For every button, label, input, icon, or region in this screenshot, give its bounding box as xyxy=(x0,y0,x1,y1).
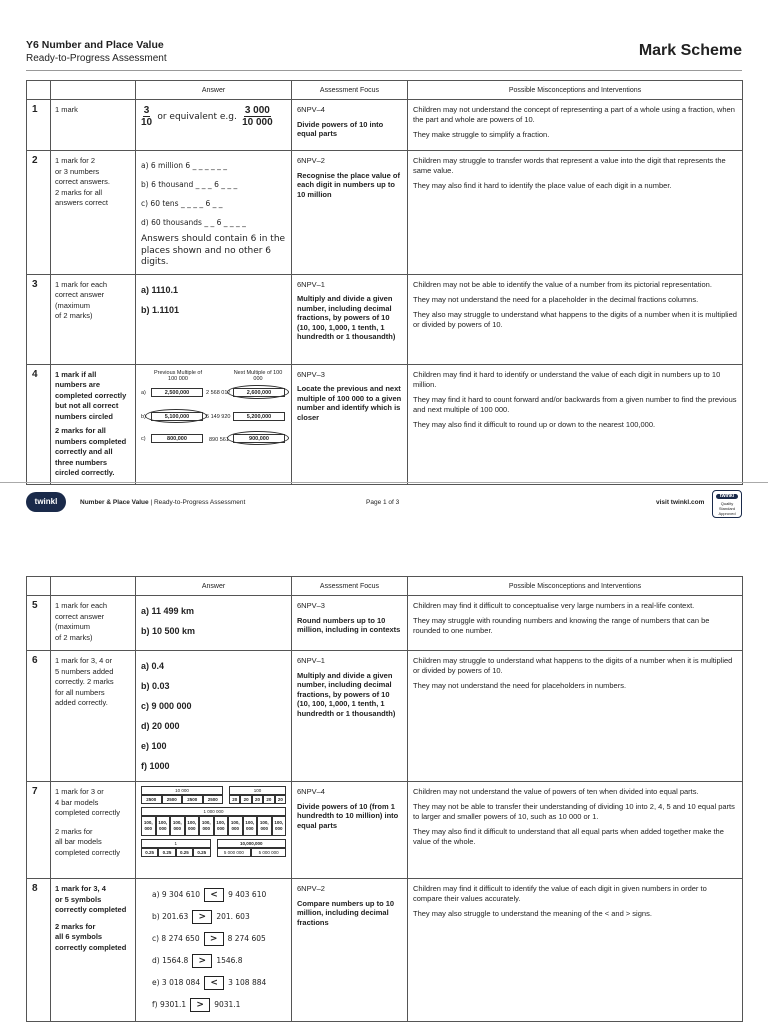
table-row xyxy=(27,364,743,484)
bar-model: 1 0.25 0.25 0.25 0.25 xyxy=(141,839,211,857)
table-row xyxy=(27,651,743,782)
fraction: $\frac{3}{10}$ xyxy=(141,105,153,128)
marks-cell: 1 mark for each correct answer (maximum of 2 marks) xyxy=(51,596,136,651)
col-answer: Answer xyxy=(136,81,292,100)
answer-cell: a) 6 million 6 _ _ _ _ _ _ b) 6 thousand _ _ _ 6 _ _ _ c) 60 tens _ _ _ _ 6 _ _ d) 60 thousands _ _ 6 _ _ _ _ Answers should contain 6 in the places shown and no other 6 digits. xyxy=(136,151,292,275)
table-row xyxy=(27,782,743,879)
focus-cell: 6NPV–2 Compare numbers up to 10 million, including decimal fractions xyxy=(292,879,408,1022)
misc-cell: Children may find it difficult to conceptualise very large numbers in a real-life context. They may struggle with rounding numbers and knowing the range of numbers that can be rounded to one number. xyxy=(408,596,743,651)
marks-cell: 1 mark for 3, 4 or 5 symbols correctly completed 2 marks for all 6 symbols correctly completed xyxy=(51,879,136,1022)
rounding-diagram: Previous Multiple of 100 000 Next Multiple of 100 000 a) 2,500,000 2 568 012 2,600,000 b) 5,100,000 5 149 920 5,200,000 c) 800,000 890 561 900,000 xyxy=(141,370,286,470)
focus-cell: 6NPV–3 Locate the previous and next multiple of 100 000 to a given number and identify which is closer xyxy=(292,364,408,484)
table-row xyxy=(27,100,743,151)
focus-cell: 6NPV–3 Round numbers up to 10 million, including in contexts xyxy=(292,596,408,651)
answer-box: 5,200,000 xyxy=(233,412,285,421)
doc-subtitle: Ready-to-Progress Assessment xyxy=(26,53,167,64)
focus-cell: 6NPV–4 Divide powers of 10 into equal parts xyxy=(292,100,408,151)
table-header-row xyxy=(27,81,743,100)
marks-cell: 1 mark for 3 or 4 bar models completed correctly 2 marks for all bar models completed correctly xyxy=(51,782,136,879)
quality-badge: twinkl Quality Standard Approved xyxy=(712,490,742,518)
page-number: Page 1 of 3 xyxy=(366,499,400,506)
question-number: 5 xyxy=(27,596,51,651)
footer-link[interactable]: visit twinkl.com xyxy=(656,499,705,506)
marks-cell: 1 mark for 2 or 3 numbers correct answers. 2 marks for all answers correct xyxy=(51,151,136,275)
question-number: 2 xyxy=(27,151,51,275)
question-number: 8 xyxy=(27,879,51,1022)
answer-box: 900,000 xyxy=(233,434,285,443)
symbol-box: > xyxy=(190,998,210,1012)
answer-box: 5,100,000 xyxy=(151,412,203,421)
focus-cell: 6NPV–2 Recognise the place value of each digit in numbers up to 10 million xyxy=(292,151,408,275)
col-misc: Possible Misconceptions and Interventions xyxy=(408,577,743,596)
marks-cell: 1 mark for 3, 4 or 5 numbers added correctly. 2 marks for all numbers added correctly. xyxy=(51,651,136,782)
comparison-row: c) 8 274 650 > 8 274 605 xyxy=(152,934,266,944)
bar-model: 1 000 000 100, 000 100, 000 100, 000 100, 000 100, 000 100, 000 100, 000 100, 000 100, 000 100, 000 xyxy=(141,807,286,836)
symbol-box: > xyxy=(204,932,224,946)
question-number: 3 xyxy=(27,274,51,364)
fraction: $\frac{3 000}{10 000}$ xyxy=(242,105,273,128)
answer-cell xyxy=(136,364,292,484)
doc-title: Y6 Number and Place Value xyxy=(26,39,164,51)
table-header-row xyxy=(27,577,743,596)
mark-scheme-table-page2 xyxy=(26,576,743,1022)
table-row xyxy=(27,879,743,1022)
symbol-box: > xyxy=(192,910,212,924)
focus-cell: 6NPV–1 Multiply and divide a given number, including decimal fractions, by powers of 10 (10, 100, 1,000, 1 tenth, 1 hundredth or 1 thousandth) xyxy=(292,274,408,364)
answer-box: 2,500,000 xyxy=(151,388,203,397)
twinkl-logo: twinkl xyxy=(26,492,66,512)
table-row xyxy=(27,151,743,275)
comparison-row: f) 9301.1 > 9031.1 xyxy=(152,1000,241,1010)
footer-title: Number & Place Value | Ready-to-Progress Assessment xyxy=(80,499,246,506)
answer-cell: a) 0.4 b) 0.03 c) 9 000 000 d) 20 000 e) 100 f) 1000 xyxy=(136,651,292,782)
comparison-row: d) 1564.8 > 1546.8 xyxy=(152,956,243,966)
header-rule xyxy=(26,70,742,71)
focus-cell: 6NPV–4 Divide powers of 10 (from 1 hundredth to 10 million) into equal parts xyxy=(292,782,408,879)
comparison-row: e) 3 018 084 < 3 108 884 xyxy=(152,978,267,988)
table-row xyxy=(27,596,743,651)
col-answer: Answer xyxy=(136,577,292,596)
marks-cell: 1 mark for each correct answer (maximum of 2 marks) xyxy=(51,274,136,364)
symbol-box: > xyxy=(192,954,212,968)
answer-box: 2,600,000 xyxy=(233,388,285,397)
misc-cell: Children may not be able to identify the value of a number from its pictorial representation. They may not understand the need for a placeholder in the decimal fractions columns. They also may struggle to understand what happens to the digits of a number when it is multiplied or divided by powers of 10. xyxy=(408,274,743,364)
question-number: 4 xyxy=(27,364,51,484)
misc-cell: Children may find it hard to identify or understand the value of each digit in numbers up to 10 million. They may find it hard to count forward and/or backwards from a given number to find the previous and next multiple of 100 000. They may also find it difficult to round up or down to the nearest 100,000. xyxy=(408,364,743,484)
misc-cell: Children may find it difficult to identify the value of each digit in given numbers in order to compare their values accurately. They may also struggle to understand the meaning of the < and > signs. xyxy=(408,879,743,1022)
misc-cell: Children may not understand the concept of representing a part of a whole using a fraction, when the part and whole are powers of 10. They make struggle to simplify a fraction. xyxy=(408,100,743,151)
answer-cell: a) 1110.1 b) 1.1101 xyxy=(136,274,292,364)
bar-model: 10,000,000 5 000 000 5 000 000 xyxy=(217,839,287,857)
mark-scheme-table-page1 xyxy=(26,80,743,485)
answer-box: 800,000 xyxy=(151,434,203,443)
bar-model: 10 000 2500 2500 2500 2500 xyxy=(141,786,223,804)
answer-cell xyxy=(136,879,292,1022)
question-number: 7 xyxy=(27,782,51,879)
focus-cell: 6NPV–1 Multiply and divide a given number, including decimal fractions, by powers of 10 (10, 100, 1,000, 1 tenth, 1 hundredth or 1 thousandth) xyxy=(292,651,408,782)
misc-cell: Children may struggle to understand what happens to the digits of a number when it is multiplied or divided by powers of 10. They may not understand the need for placeholders in numbers. xyxy=(408,651,743,782)
mark-scheme-heading: Mark Scheme xyxy=(638,42,742,59)
answer-cell: a) 11 499 km b) 10 500 km xyxy=(136,596,292,651)
comparison-row: a) 9 304 610 < 9 403 610 xyxy=(152,890,267,900)
answer-cell: $\frac{3}{10}$ or equivalent e.g. $\frac{3 000}{10 000}$ xyxy=(136,100,292,151)
table-row xyxy=(27,274,743,364)
bar-model: 100 20 20 20 20 20 xyxy=(229,786,286,804)
symbol-box: < xyxy=(204,976,224,990)
symbol-box: < xyxy=(204,888,224,902)
question-number: 1 xyxy=(27,100,51,151)
question-number: 6 xyxy=(27,651,51,782)
marks-cell: 1 mark if all numbers are completed correctly but not all correct numbers circled 2 marks for all numbers completed correctly and all three numbers circled correctly. xyxy=(51,364,136,484)
misc-cell: Children may not understand the value of powers of ten when divided into equal parts. They may not be able to transfer their understanding of dividing 10 into 2, 4, 5 and 10 equal parts to larger and smaller powers of 10, such as 10 000 or 1. They may also find it difficult to understand that all equal parts when added together make the value of the whole. xyxy=(408,782,743,879)
misc-cell: Children may struggle to transfer words that represent a value into the digit that represents the same value. They may also find it hard to identify the place value of each digit in a number. xyxy=(408,151,743,275)
comparison-row: b) 201.63 > 201. 603 xyxy=(152,912,250,922)
footer-rule xyxy=(0,482,768,483)
col-focus: Assessment Focus xyxy=(292,81,408,100)
answer-cell xyxy=(136,782,292,879)
col-focus: Assessment Focus xyxy=(292,577,408,596)
marks-cell: 1 mark xyxy=(51,100,136,151)
col-misc: Possible Misconceptions and Interventions xyxy=(408,81,743,100)
